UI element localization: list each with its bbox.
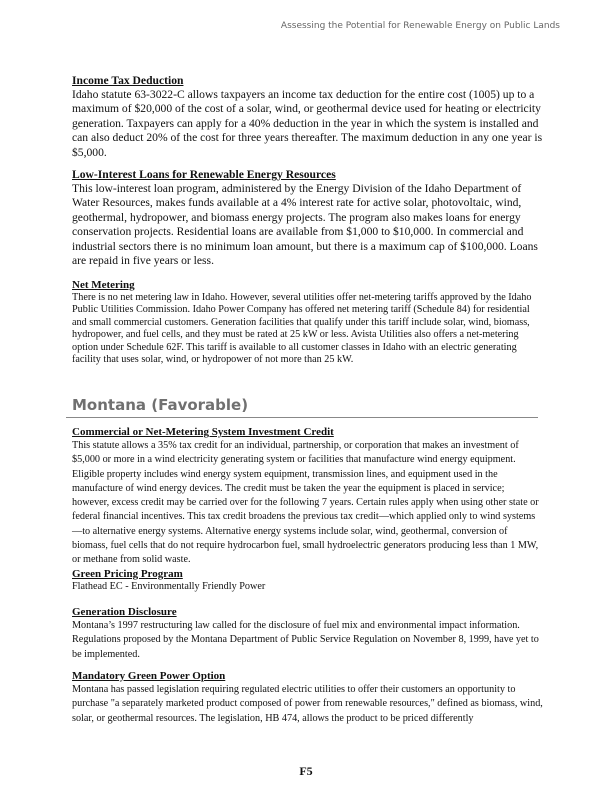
section-generation-disclosure <box>72 606 544 662</box>
section-investment-credit <box>72 426 544 568</box>
section-green-pricing <box>72 568 544 593</box>
section-heading: Green Pricing Program <box>72 568 183 580</box>
section-heading: Mandatory Green Power Option <box>72 670 226 682</box>
section-mandatory-green-power <box>72 670 544 726</box>
section-heading: Low-Interest Loans for Renewable Energy Resources <box>72 168 336 181</box>
section-body: Montana has passed legislation requiring regulated electric utilities to offer their customers an opportunity to purchase "a separately marketed product composed of power from renewable resources," defined as biomass, wind, solar, or geothermal resources. The legislation, HB 474, allows the product to be priced differently <box>72 684 543 724</box>
page-number: F5 <box>299 764 313 778</box>
section-heading: Net Metering <box>72 279 135 291</box>
section-body: This low-interest loan program, administered by the Energy Division of the Idaho Department of Water Resources, makes funds available at a 4% interest rate for active solar, photovoltaic, wind, geothermal, hydropower, and biomass energy projects. The program also makes loans for energy conservation projects. Residential loans are available from $1,000 to $10,000. In commercial and industrial sectors there is no minimum loan amount, but there is a maximum cap of $100,000. Loans are repaid in five years or less. <box>72 182 538 268</box>
section-low-interest-loans <box>72 168 544 268</box>
section-heading: Generation Disclosure <box>72 606 177 618</box>
section-body: Flathead EC - Environmentally Friendly Power <box>72 581 266 592</box>
section-body: This statute allows a 35% tax credit for an individual, partnership, or corporation that makes an investment of $5,000 or more in a wind electricity generating system or facilities that manufacture wind energy equipment. Eligible property includes wind energy system equipment, transmission lines, and equipment used in the manufacture of wind energy devices. The credit must be taken the year the equipment is placed in service; however, excess credit may be carried over for the following 7 years. Certain rules apply when using other state or federal financial incentives. This tax credit broadens the previous tax credit—which applied only to wind systems—to alternative energy systems. Alternative energy systems include solar, wind, geothermal, conversion of biomass, fuel cells that do not require hydrocarbon fuel, small hydroelectric generators producing less than 1 MW, or methane from solid waste. <box>72 440 539 566</box>
section-body: Idaho statute 63-3022-C allows taxpayers an income tax deduction for the entire cost (1005) up to a maximum of $20,000 of the cost of a solar, wind, or geothermal device used for heating or electricity generation. Taxpayers can apply for a 40% deduction in the year in which the system is installed and can also deduct 20% of the cost for three years thereafter. The maximum deduction in any one year is $5,000. <box>72 88 543 159</box>
section-heading: Income Tax Deduction <box>72 74 184 87</box>
section-net-metering <box>72 279 544 366</box>
heading-divider <box>66 417 538 418</box>
section-body: There is no net metering law in Idaho. However, several utilities offer net-metering tariffs approved by the Idaho Public Utilities Commission. Idaho Power Company has offered net metering tariff (Schedule 84) for residential and small commercial customers. Generation facilities that qualify under this tariff include solar, wind, biomass, hydropower, and fuel cells, and they must be rated at 25 kW or less. Avista Utilities also offers a net-metering option under Schedule 62F. This tariff is available to all customer classes in Idaho with an electric generating facility that uses solar, wind, or hydropower of not more than 25 kW. <box>72 292 532 366</box>
running-header: Assessing the Potential for Renewable Energy on Public Lands <box>280 21 560 31</box>
section-income-tax-deduction <box>72 74 544 160</box>
state-heading-montana: Montana (Favorable) <box>72 396 249 414</box>
section-heading: Commercial or Net-Metering System Investment Credit <box>72 426 334 438</box>
section-body: Montana’s 1997 restructuring law called for the disclosure of fuel mix and environmental impact information. Regulations proposed by the Montana Department of Public Service Regulation on November 8, 1999, have yet to be implemented. <box>72 620 539 660</box>
